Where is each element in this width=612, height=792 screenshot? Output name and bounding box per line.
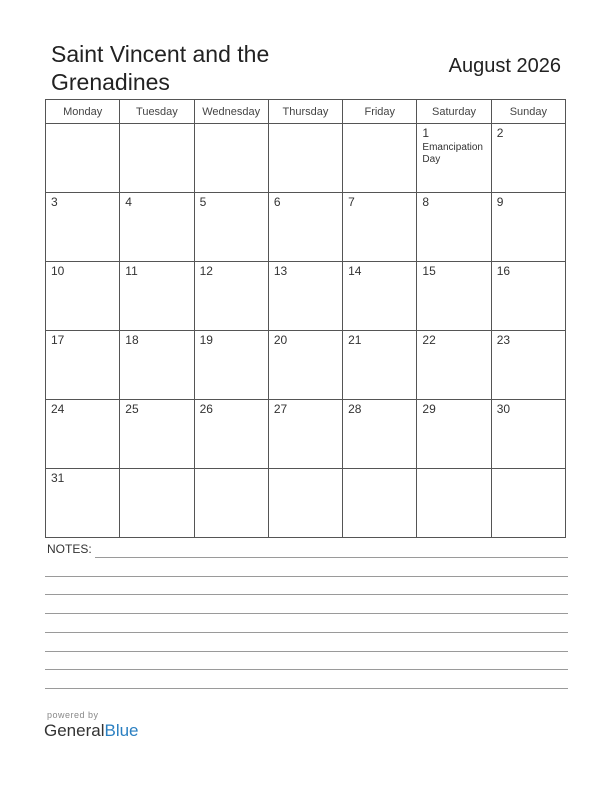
weekday-header: Monday (46, 100, 120, 124)
week-row (46, 331, 566, 400)
weekday-header: Tuesday (120, 100, 194, 124)
day-number: 30 (496, 402, 511, 416)
day-cell (46, 193, 120, 262)
day-number: 22 (422, 333, 436, 347)
day-number: 14 (348, 264, 362, 278)
weekday-header: Thursday (268, 100, 342, 124)
title-line-1: Saint Vincent and the (51, 41, 270, 67)
weekday-header: Friday (343, 100, 417, 124)
empty-day-cell (194, 469, 268, 538)
empty-day-cell (268, 124, 342, 193)
note-line (45, 576, 568, 577)
brand-part-2: Blue (104, 721, 139, 740)
day-cell (491, 124, 565, 193)
day-number: 3 (51, 195, 58, 209)
note-line (95, 557, 568, 558)
note-line (45, 688, 568, 689)
day-cell (194, 193, 268, 262)
note-line (45, 632, 568, 633)
day-number: 31 (51, 471, 65, 485)
day-cell (120, 400, 194, 469)
empty-day-cell (194, 124, 268, 193)
day-cell (417, 193, 491, 262)
day-cell (343, 400, 417, 469)
week-row (46, 193, 566, 262)
day-number: 24 (51, 402, 65, 416)
day-cell (46, 469, 120, 538)
day-number: 20 (273, 333, 288, 347)
day-cell (343, 262, 417, 331)
calendar-grid (45, 99, 566, 538)
day-cell (343, 193, 417, 262)
day-cell (268, 400, 342, 469)
week-row (46, 400, 566, 469)
empty-day-cell (120, 469, 194, 538)
calendar-body (46, 124, 566, 538)
brand-part-1: General (44, 721, 105, 740)
title-line-2: Grenadines (51, 69, 170, 95)
day-number: 5 (199, 195, 207, 209)
day-number: 19 (199, 333, 213, 347)
day-cell (46, 262, 120, 331)
day-number: 29 (422, 402, 436, 416)
day-cell (417, 400, 491, 469)
empty-day-cell (491, 469, 565, 538)
calendar-title (51, 40, 351, 96)
day-number: 17 (51, 333, 65, 347)
day-cell (491, 331, 565, 400)
day-cell (417, 331, 491, 400)
day-number: 4 (125, 195, 132, 209)
day-number: 13 (273, 264, 288, 278)
day-cell (120, 331, 194, 400)
empty-day-cell (46, 124, 120, 193)
day-number: 7 (348, 195, 355, 209)
holiday-label: Emancipation Day (422, 142, 483, 165)
day-number: 8 (422, 195, 430, 209)
week-row (46, 262, 566, 331)
week-row (46, 469, 566, 538)
day-cell (194, 331, 268, 400)
day-number: 16 (496, 264, 511, 278)
day-cell (120, 193, 194, 262)
day-cell (194, 400, 268, 469)
powered-by-text: powered by (47, 710, 99, 720)
empty-day-cell (343, 469, 417, 538)
day-number: 12 (199, 264, 213, 278)
day-number: 1 (422, 126, 430, 140)
day-number: 26 (199, 402, 213, 416)
day-cell (343, 331, 417, 400)
empty-day-cell (417, 469, 491, 538)
day-cell (491, 262, 565, 331)
weekday-header-row (46, 100, 566, 124)
day-number: 18 (125, 333, 139, 347)
empty-day-cell (343, 124, 417, 193)
day-number: 27 (273, 402, 288, 416)
day-number: 10 (51, 264, 65, 278)
day-number: 9 (496, 195, 504, 209)
day-number: 23 (496, 333, 511, 347)
empty-day-cell (120, 124, 194, 193)
day-cell (417, 262, 491, 331)
notes-label: NOTES: (47, 542, 92, 556)
day-number: 21 (348, 333, 362, 347)
weekday-header: Saturday (417, 100, 491, 124)
day-number: 28 (348, 402, 362, 416)
day-number: 15 (422, 264, 436, 278)
week-row (46, 124, 566, 193)
month-label: August 2026 (448, 55, 561, 77)
day-number: 11 (125, 264, 138, 278)
day-cell (491, 400, 565, 469)
weekday-header: Wednesday (194, 100, 268, 124)
day-cell (120, 262, 194, 331)
day-number: 2 (496, 126, 504, 140)
note-line (45, 651, 568, 652)
day-cell (417, 124, 491, 193)
day-cell (194, 262, 268, 331)
generalblue-logo[interactable] (44, 721, 139, 741)
note-line (45, 613, 568, 614)
day-number: 6 (273, 195, 281, 209)
weekday-header: Sunday (491, 100, 565, 124)
day-number: 25 (125, 402, 139, 416)
note-line (45, 669, 568, 670)
day-cell (268, 331, 342, 400)
note-line (45, 594, 568, 595)
day-cell (268, 193, 342, 262)
day-cell (46, 331, 120, 400)
day-cell (46, 400, 120, 469)
day-cell (268, 262, 342, 331)
empty-day-cell (268, 469, 342, 538)
day-cell (491, 193, 565, 262)
